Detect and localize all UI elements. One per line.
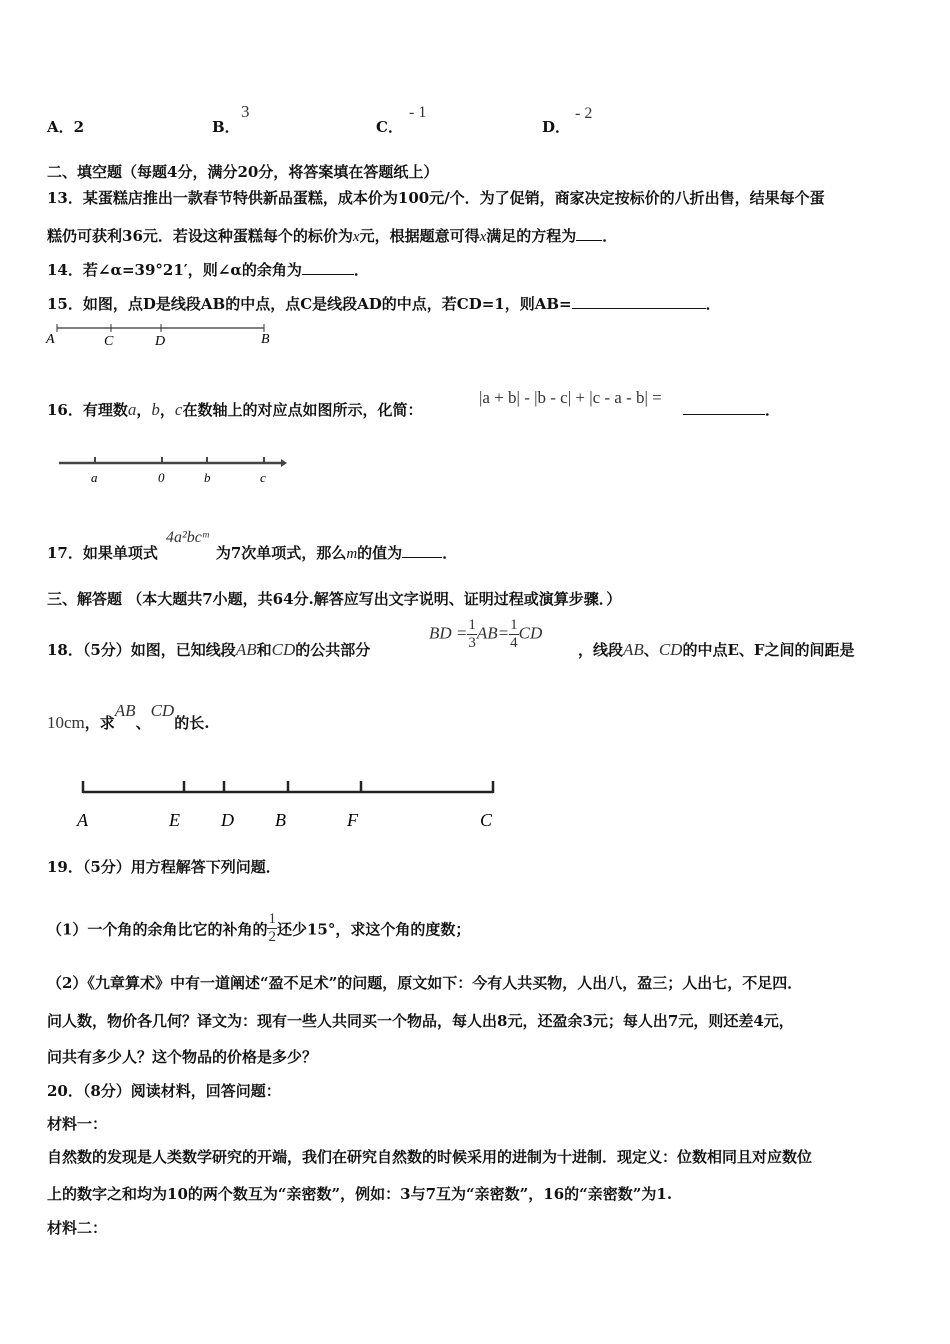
q18-ab-2: AB: [476, 623, 498, 643]
q18-end: 的长.: [174, 714, 210, 732]
q16-line: 16．有理数a，b，c在数轴上的对应点如图所示，化简：: [47, 400, 423, 419]
q20-material1-label: 材料一：: [47, 1115, 108, 1133]
q17-answer-blank[interactable]: [402, 545, 442, 558]
q18-frac2-num: 1: [510, 617, 518, 633]
q18-label-d: D: [221, 810, 234, 830]
option-a: A．2: [47, 118, 85, 136]
q13-var-x-2: x: [479, 229, 487, 245]
q19-part1: [47, 913, 470, 948]
q18-ab-4: AB: [114, 701, 136, 720]
option-b-value: 3: [241, 102, 250, 121]
q16-mid: 在数轴上的对应点如图所示，化简：: [182, 401, 423, 419]
q16-end: ．: [765, 401, 781, 419]
q16-axis-zero: 0: [158, 470, 165, 485]
q19-half-num: 1: [268, 911, 276, 927]
q18-suffix: ，线段: [578, 641, 624, 659]
q16-var-b: b: [151, 400, 160, 419]
q15-answer-blank[interactable]: [572, 296, 706, 309]
q13-var-x: x: [352, 229, 360, 245]
q19-p1-b: 还少15°，求这个角的度数；: [276, 920, 471, 939]
option-c-value: - 1: [409, 104, 427, 121]
q18-label-e: E: [169, 810, 180, 830]
q18-label-f: F: [347, 810, 358, 830]
q14-answer-blank[interactable]: [302, 262, 354, 275]
q15-text: 15．如图，点D是线段AB的中点，点C是线段AD的中点，若CD=1，则AB=: [47, 295, 572, 313]
q13-text-c: 满足的方程为: [486, 227, 577, 245]
q18-bd-equation: [429, 617, 542, 652]
q18-frac1-den: 3: [468, 635, 476, 651]
q18-label-b: B: [275, 810, 286, 830]
q13-text-a: 糕仍可获利36元．若设这种蛋糕每个的标价为: [47, 227, 353, 245]
q15-end: ．: [705, 295, 721, 313]
q17-line: [47, 542, 457, 563]
option-c-label: C．: [376, 118, 403, 136]
q19-p2-line3: 问共有多少人？这个物品的价格是多少？: [47, 1048, 318, 1066]
q20-title: 20．（8分）阅读材料，回答问题：: [47, 1082, 281, 1100]
q13-line1: 13．某蛋糕店推出一款春节特供新品蛋糕，成本价为100元/个．为了促销，商家决定按标价的八折出售，结果每个蛋: [47, 189, 825, 207]
q16-axis-c: c: [260, 470, 266, 485]
option-d-value: - 2: [575, 105, 593, 122]
q18-common: 的公共部分: [295, 641, 371, 659]
q15-line: [47, 293, 721, 314]
q15-label-d: D: [155, 334, 166, 349]
q17-var-m: m: [346, 546, 358, 562]
q18-figure: [75, 776, 505, 832]
q15-label-b: B: [261, 332, 270, 347]
q15-label-a: A: [46, 332, 55, 347]
q13-answer-blank[interactable]: [576, 228, 602, 241]
q18-ask: ，求: [84, 714, 115, 732]
q18-sep: 、: [643, 641, 659, 659]
q20-material1-line1: 自然数的发现是人类数学研究的开端，我们在研究自然数的时候采用的进制为十进制．现定义：位数相同且对应数位: [47, 1148, 813, 1166]
q14-end: ．: [353, 261, 369, 279]
q18-ab: AB: [235, 640, 257, 659]
q16-answer-blank[interactable]: [683, 402, 765, 415]
q17-expression: 4a²bcᵐ: [166, 529, 209, 546]
q16-axis-b: b: [204, 470, 211, 485]
q16-expression: |a + b| - |b - c| + |c - a - b| =: [479, 388, 662, 407]
q16-var-c: c: [174, 400, 183, 419]
q18-frac2-den: 4: [510, 635, 518, 651]
q19-half-den: 2: [268, 929, 276, 945]
q18-cd-4: CD: [150, 701, 175, 720]
q18-distance: 10cm: [47, 713, 85, 732]
q17-prefix: 17．如果单项式: [47, 544, 158, 562]
q17-mid: 为7次单项式，那么: [215, 544, 347, 562]
q18-prefix: 18．（5分）如图，已知线段: [47, 641, 236, 659]
q18-ab-3: AB: [623, 640, 644, 659]
q18-bd-eq: BD =: [429, 623, 468, 643]
q19-p2-line2: 问人数，物价各几何？译文为：现有一些人共同买一个物品，每人出8元，还盈余3元；每人出7元，则还差4元，: [47, 1012, 794, 1030]
q18-cd-3: CD: [658, 640, 683, 659]
q19-p1-a: （1）一个角的余角比它的补角的: [47, 920, 268, 939]
q18-line1: [47, 639, 370, 660]
q18-line2: [47, 701, 210, 733]
option-b-label: B．: [212, 118, 240, 136]
q18-cd-2: CD: [518, 623, 543, 643]
q18-label-a: A: [77, 810, 88, 830]
q16-axis-a: a: [91, 470, 98, 485]
section2-title: 二、填空题（每题4分，满分20分，将答案填在答题纸上）: [47, 163, 439, 181]
q20-material2-label: 材料二：: [47, 1219, 108, 1237]
q16-var-a: a: [127, 400, 137, 419]
q16-answer: [683, 399, 780, 420]
q18-eq: =: [497, 623, 510, 643]
q13-text-b: 元，根据题意可得: [359, 227, 480, 245]
q18-label-c: C: [480, 810, 493, 830]
q16-prefix: 16．有理数: [47, 401, 128, 419]
q19-p2-line1: （2）《九章算术》中有一道阐述“盈不足术”的问题，原文如下：今有人共买物，人出八，盈三；人出七，不足四．: [47, 974, 803, 992]
q13-line2: [47, 225, 617, 246]
q15-figure: [42, 318, 282, 350]
q18-sep-2: 、: [135, 714, 151, 732]
q20-material1-line2: 上的数字之和均为10的两个数互为“亲密数”，例如：3与7互为“亲密数”，16的“亲密数”为1.: [47, 1185, 673, 1203]
q18-cd: CD: [271, 640, 296, 659]
q18-and: 和: [256, 641, 272, 659]
q17-suffix: 的值为: [357, 544, 403, 562]
q14-text: 14．若∠α=39°21′，则∠α的余角为: [47, 261, 302, 279]
q16-number-line: [55, 452, 290, 488]
q13-end: ．: [602, 227, 618, 245]
q18-line1-tail: [578, 639, 855, 660]
q18-tail: 的中点E、F之间的间距是: [682, 641, 855, 659]
q17-end: ．: [442, 544, 458, 562]
q19-title: 19．（5分）用方程解答下列问题．: [47, 858, 281, 876]
q15-label-c: C: [104, 334, 114, 349]
q18-frac1-num: 1: [468, 617, 476, 633]
q14-line: [47, 259, 369, 280]
section3-title: 三、解答题 （本大题共7小题，共64分.解答应写出文字说明、证明过程或演算步骤．）: [47, 590, 622, 608]
option-d-label: D．: [542, 118, 571, 136]
